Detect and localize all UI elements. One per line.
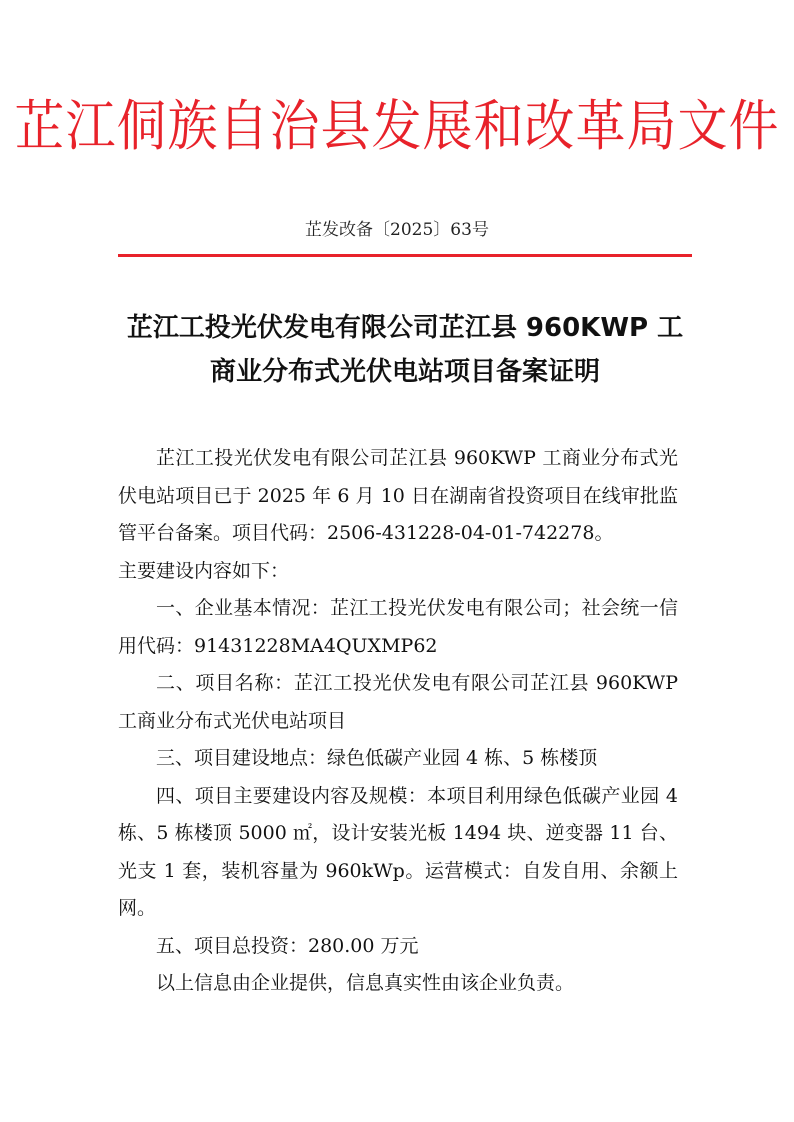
item-project-location: 三、项目建设地点：绿色低碳产业园 4 栋、5 栋楼顶 — [156, 747, 598, 769]
agency-header-title: 芷江侗族自治县发展和改革局文件 — [14, 94, 780, 159]
document-title-line-1: 芷江工投光伏发电有限公司芷江县 960KWP 工 — [126, 313, 684, 343]
intro-paragraph: 芷江工投光伏发电有限公司芷江县 960KWP 工商业分布式光伏电站项目已于 2025 年 6 月 10 日在湖南省投资项目在线审批监管平台备案。项目代码：2506-431228-04-01-742278。 — [118, 447, 678, 544]
document-body — [118, 440, 678, 1003]
item-enterprise-info: 一、企业基本情况：芷江工投光伏发电有限公司；社会统一信用代码：91431228MA4QUXMP62 — [118, 597, 678, 657]
lead-paragraph: 主要建设内容如下： — [118, 559, 290, 582]
document-number: 芷发改备〔2025〕63号 — [305, 220, 489, 240]
item-project-name: 二、项目名称：芷江工投光伏发电有限公司芷江县 960KWP 工商业分布式光伏电站项目 — [118, 672, 678, 732]
item-project-scale: 四、项目主要建设内容及规模：本项目利用绿色低碳产业园 4 栋、5 栋楼顶 5000 ㎡，设计安装光板 1494 块、逆变器 11 台、光支 1 套，装机容量为 960kWp。运营模式：自发自用、余额上网。 — [118, 784, 678, 919]
document-title — [110, 306, 700, 394]
item-total-investment: 五、项目总投资：280.00 万元 — [156, 934, 419, 957]
document-title-line-2: 商业分布式光伏电站项目备案证明 — [209, 357, 600, 387]
closing-paragraph: 以上信息由企业提供，信息真实性由该企业负责。 — [156, 972, 575, 994]
red-divider-line — [118, 254, 692, 257]
